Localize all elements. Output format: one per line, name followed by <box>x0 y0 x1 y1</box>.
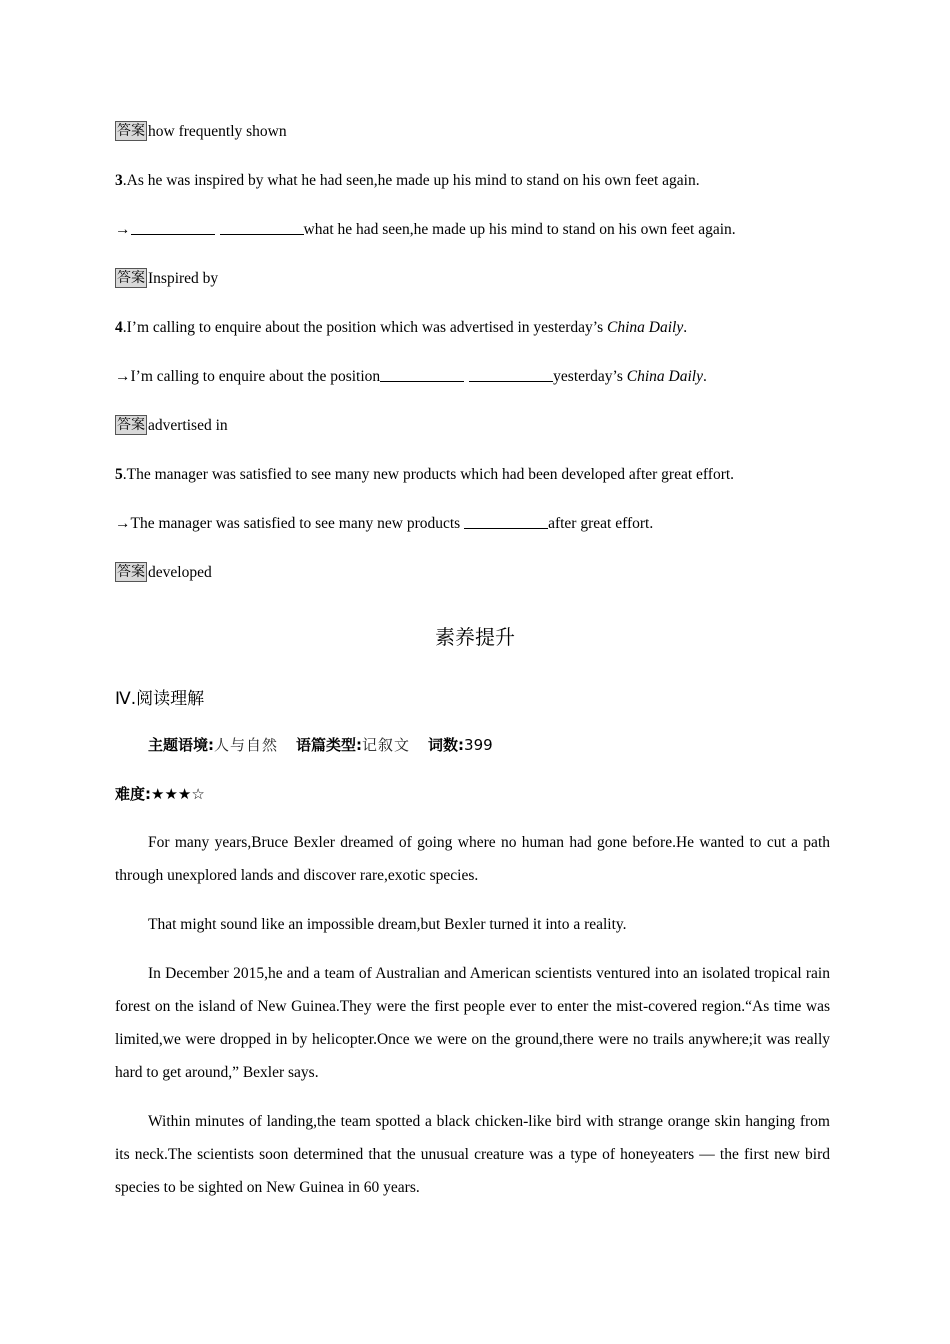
answer-line-4 <box>115 415 228 437</box>
rewrite-suffix: after great effort. <box>548 515 654 532</box>
rewrite-suffix: what he had seen,he made up his mind to stand on his own feet again. <box>303 221 736 238</box>
answer-badge: 答案 <box>117 564 145 580</box>
rewrite-prefix: →The manager was satisfied to see many new products <box>115 515 465 532</box>
section-title: 素养提升 <box>435 625 515 649</box>
theme-value: 人与自然 <box>214 736 279 754</box>
answer-badge: 答案 <box>117 270 145 286</box>
answer-line-3 <box>115 268 218 290</box>
fill-blank[interactable] <box>131 220 215 235</box>
newspaper-name: China Daily <box>607 319 684 336</box>
answer-text: developed <box>148 564 212 581</box>
question-number: 5 <box>115 466 123 483</box>
part-title: Ⅳ.阅读理解 <box>115 689 205 709</box>
question-5 <box>115 464 734 486</box>
difficulty: 难度:★★★☆ <box>115 785 205 803</box>
answer-badge: 答案 <box>117 417 145 433</box>
question-3 <box>115 170 700 192</box>
passage-paragraph: In December 2015,he and a team of Australian and American scientists ventured into an isolated tropical rain forest on the island of New Guinea.They were the first people ever to enter the mist-covered region.“As time was limited,we were dropped in by helicopter.Once we were on the ground,there were no trails anywhere;it was really hard to get around,” Bexler says. <box>115 965 830 1081</box>
fill-blank[interactable] <box>220 220 304 235</box>
rewrite-5 <box>115 513 653 535</box>
fill-blank[interactable] <box>380 367 464 382</box>
rewrite-mid: yesterday’s <box>553 368 627 385</box>
newspaper-name: China Daily <box>626 368 703 385</box>
rewrite-3 <box>115 219 736 241</box>
rewrite-prefix: →I’m calling to enquire about the position <box>115 368 381 385</box>
passage-paragraph: For many years,Bruce Bexler dreamed of going where no human had gone before.He wanted to cut a path through unexplored lands and discover rare,exotic species. <box>115 834 830 884</box>
question-number: 4 <box>115 319 123 336</box>
fill-blank[interactable] <box>469 367 553 382</box>
answer-text: advertised in <box>148 417 228 434</box>
fill-blank[interactable] <box>464 514 548 529</box>
answer-line-2 <box>115 121 287 143</box>
rewrite-4: →I’m calling to enquire about the position yesterday’s China Daily. <box>115 368 707 385</box>
passage-paragraph: Within minutes of landing,the team spotted a black chicken-like bird with strange orange skin hanging from its neck.The scientists soon determined that the unusual creature was a type of honeyeaters — the first new bird species to be sighted on New Guinea in 60 years. <box>115 1113 830 1196</box>
genre-value: 记叙文 <box>362 736 411 754</box>
passage-meta: 主题语境:人与自然 语篇类型:记叙文 词数:399 <box>148 736 493 754</box>
question-text: .I’m calling to enquire about the position which was advertised in yesterday’s <box>122 319 608 336</box>
question-4: 4.I’m calling to enquire about the position which was advertised in yesterday’s China Daily. <box>115 319 688 336</box>
answer-line-5 <box>115 562 212 584</box>
answer-text: Inspired by <box>148 270 219 287</box>
question-text: .The manager was satisfied to see many new products which had been developed after great effort. <box>122 466 735 483</box>
difficulty-stars: ★★★☆ <box>151 785 205 803</box>
word-count: 399 <box>464 736 493 754</box>
answer-text: how frequently shown <box>148 123 287 140</box>
question-number: 3 <box>115 172 123 189</box>
passage-paragraph: That might sound like an impossible dream,but Bexler turned it into a reality. <box>148 916 627 933</box>
rewrite-prefix: → <box>115 221 131 238</box>
answer-badge: 答案 <box>117 123 145 139</box>
question-text: .As he was inspired by what he had seen,he made up his mind to stand on his own feet again. <box>122 172 700 189</box>
